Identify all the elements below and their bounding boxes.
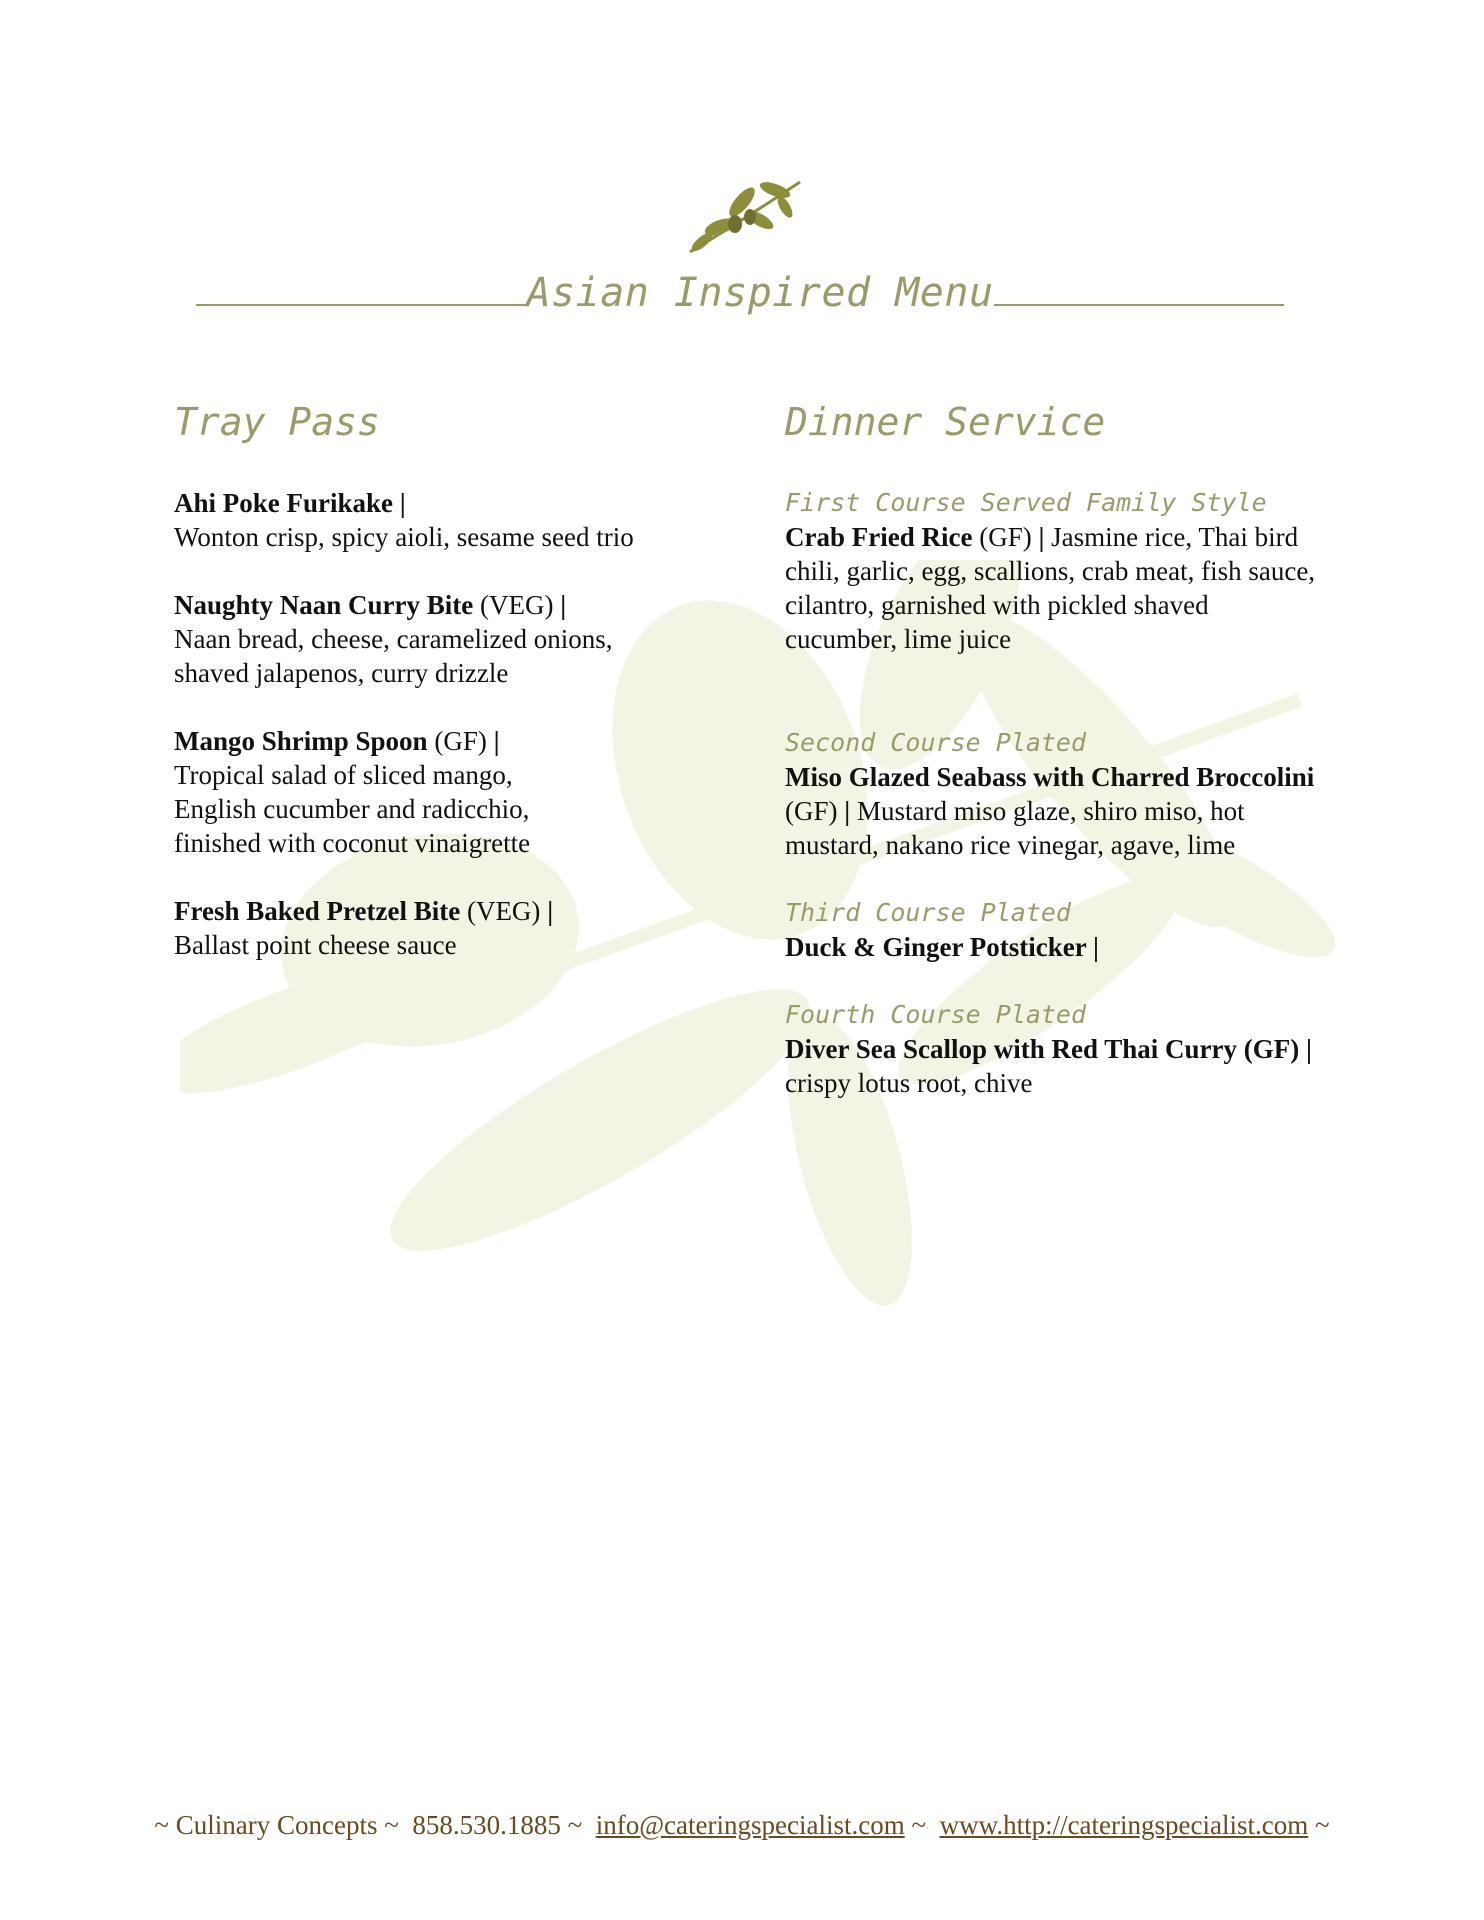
course-label: First Course Served Family Style [785,488,1267,517]
item-separator: | [553,590,567,620]
dinner-service-section [785,400,1325,1134]
course-dish-name: Diver Sea Scallop with Red Thai Curry (GF) [785,1034,1300,1064]
course [785,486,1325,656]
footer-email-link[interactable]: info@cateringspecialist.com [595,1810,905,1840]
menu-item [174,588,694,690]
footer-separator: ~ [911,1810,927,1840]
olive-sprig-icon [680,172,810,262]
footer-phone: 858.530.1885 ~ [412,1810,583,1840]
course-description: Jasmine rice, Thai bird chili, garlic, egg, scallions, crab meat, fish sauce, cilantro, garnished with pickled shaved cucumber, lime juice [785,522,1316,654]
item-name: Ahi Poke Furikake [174,488,394,518]
footer-website-link[interactable]: www.http://cateringspecialist.com [939,1810,1309,1840]
course [785,998,1325,1100]
course-separator: | [1299,1034,1312,1064]
course-separator: | [1086,932,1099,962]
item-separator: | [393,488,406,518]
item-description: Ballast point cheese sauce [174,930,457,960]
footer-end: ~ [1314,1810,1330,1840]
item-tag: (GF) [427,726,487,756]
course-label: Third Course Plated [785,898,1071,927]
item-separator: | [540,896,554,926]
tray-pass-section [174,400,734,996]
course-separator: | [1031,522,1052,552]
item-tag: (VEG) [460,896,541,926]
course-dish-name: Duck & Ginger Potsticker [785,932,1087,962]
course-dish-name: Crab Fried Rice [785,522,973,552]
item-name: Fresh Baked Pretzel Bite [174,896,461,926]
footer-company: ~ Culinary Concepts ~ [154,1810,399,1840]
course-dish-name: Miso Glazed Seabass with Charred Broccolini [785,762,1315,792]
course-description: Mustard miso glaze, shiro miso, hot mustard, nakano rice vinegar, agave, lime [785,796,1245,860]
dinner-service-heading: Dinner Service [785,400,1106,444]
title-rule-left [196,266,526,306]
title-rule-right [994,266,1284,306]
course-separator: | [837,796,857,826]
item-description: Naan bread, cheese, caramelized onions, shaved jalapenos, curry drizzle [174,624,613,688]
item-name: Naughty Naan Curry Bite [174,590,474,620]
item-separator: | [486,726,500,756]
item-description: Wonton crisp, spicy aioli, sesame seed trio [174,522,634,552]
item-name: Mango Shrimp Spoon [174,726,428,756]
course-label: Second Course Plated [785,728,1087,757]
course-description: crispy lotus root, chive [785,1068,1033,1098]
item-tag: (VEG) [473,590,554,620]
course [785,726,1325,862]
course-label: Fourth Course Plated [785,1000,1087,1029]
menu-item [174,724,594,860]
course-tag: (GF) [785,796,838,826]
item-description: Tropical salad of sliced mango, English cucumber and radicchio, finished with coconut vinaigrette [174,760,531,858]
menu-title: Asian Inspired Menu [526,270,994,316]
tray-pass-heading: Tray Pass [174,400,380,444]
course [785,896,1325,964]
menu-item [174,486,734,554]
menu-item [174,894,734,962]
menu-title-line [140,266,1340,316]
course-tag: (GF) [972,522,1032,552]
footer [0,1810,1484,1841]
